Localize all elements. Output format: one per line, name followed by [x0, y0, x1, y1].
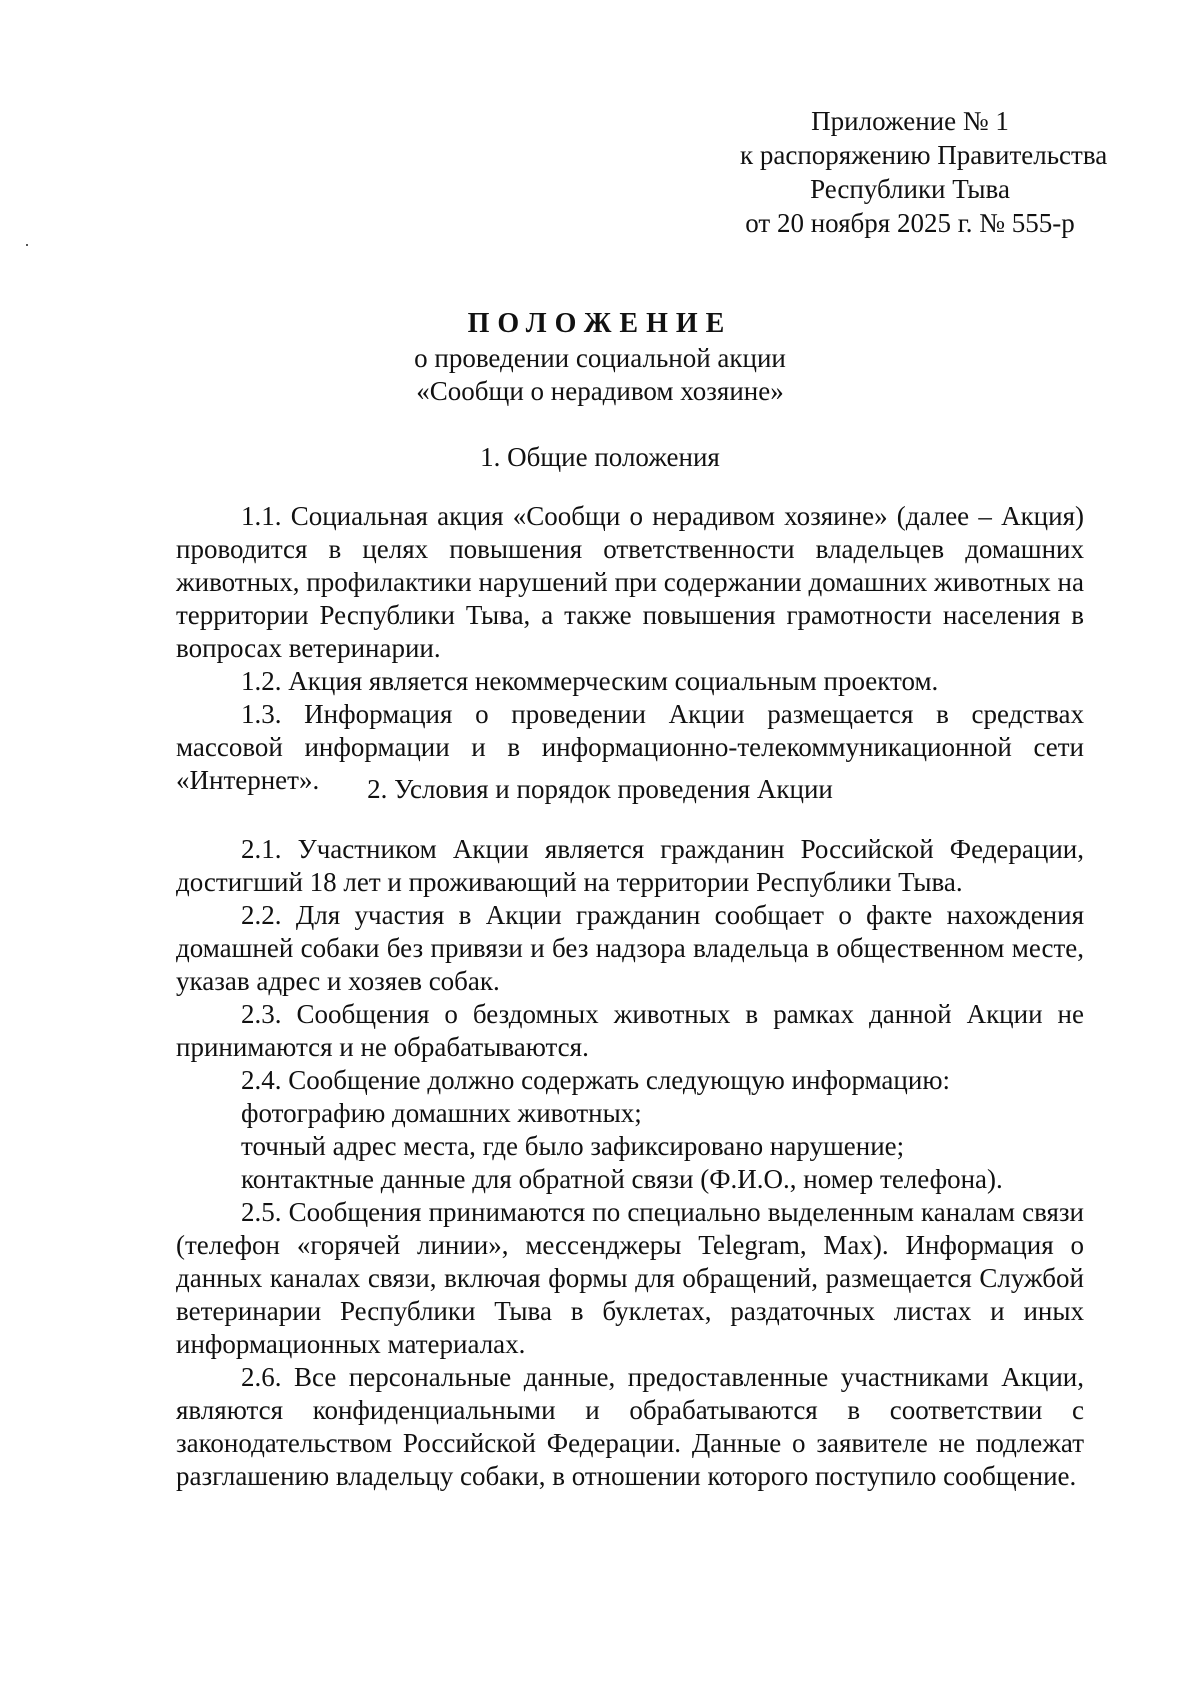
paragraph-1-3: 1.3. Информация о проведении Акции размещается в средствах массовой информации и в информационно-телекоммуникационной сети «Интернет».: [176, 699, 1084, 795]
list-item-address: точный адрес места, где было зафиксировано нарушение;: [241, 1131, 905, 1161]
document-subtitle-1: о проведении социальной акции: [414, 343, 786, 373]
paragraph-2-5: 2.5. Сообщения принимаются по специально выделенным каналам связи (телефон «горячей линии», мессенджеры Telegram, Max). Информация о данных каналах связи, включая формы для обращений, размещается Службой ветеринарии Республики Тыва в буклетах, раздаточных листах и иных информационных материалах.: [176, 1197, 1084, 1359]
section-1-heading: 1. Общие положения: [480, 442, 720, 472]
appendix-date: от 20 ноября 2025 г. № 555-р: [745, 208, 1075, 238]
paragraph-1-2: 1.2. Акция является некоммерческим социальным проектом.: [241, 666, 939, 696]
appendix-number: Приложение № 1: [811, 106, 1009, 136]
paragraph-2-4: 2.4. Сообщение должно содержать следующую информацию:: [241, 1065, 950, 1095]
paragraph-2-3: 2.3. Сообщения о бездомных животных в рамках данной Акции не принимаются и не обрабатываются.: [176, 999, 1084, 1062]
paragraph-2-6: 2.6. Все персональные данные, предоставленные участниками Акции, являются конфиденциальными и обрабатываются в соответствии с законодательством Российской Федерации. Данные о заявителе не подлежат разглашению владельцу собаки, в отношении которого поступило сообщение.: [176, 1362, 1084, 1491]
appendix-region: Республики Тыва: [810, 174, 1010, 204]
document-title-block: [0, 306, 1200, 408]
list-item-photo: фотографию домашних животных;: [241, 1098, 642, 1128]
paragraph-1-1: 1.1. Социальная акция «Сообщи о нерадивом хозяине» (далее – Акция) проводится в целях повышения ответственности владельцев домашних животных, профилактики нарушений при содержании домашних животных на территории Республики Тыва, а также повышения грамотности населения в вопросах ветеринарии.: [176, 501, 1084, 663]
section-1-body: [176, 500, 1084, 797]
paragraph-2-2: 2.2. Для участия в Акции гражданин сообщает о факте нахождения домашней собаки без привязи и без надзора владельца в общественном месте, указав адрес и хозяев собак.: [176, 900, 1084, 996]
appendix-reference: к распоряжению Правительства: [740, 140, 1108, 170]
list-item-contacts: контактные данные для обратной связи (Ф.И.О., номер телефона).: [241, 1164, 1003, 1194]
document-title: ПОЛОЖЕНИЕ: [467, 308, 733, 339]
appendix-header: [740, 104, 1108, 240]
scan-speck: [26, 244, 28, 246]
section-2-heading: 2. Условия и порядок проведения Акции: [367, 774, 833, 804]
document-subtitle-2: «Сообщи о нерадивом хозяине»: [416, 376, 784, 406]
section-2-body: [176, 833, 1084, 1493]
paragraph-2-1: 2.1. Участником Акции является гражданин Российской Федерации, достигший 18 лет и проживающий на территории Республики Тыва.: [176, 834, 1084, 897]
